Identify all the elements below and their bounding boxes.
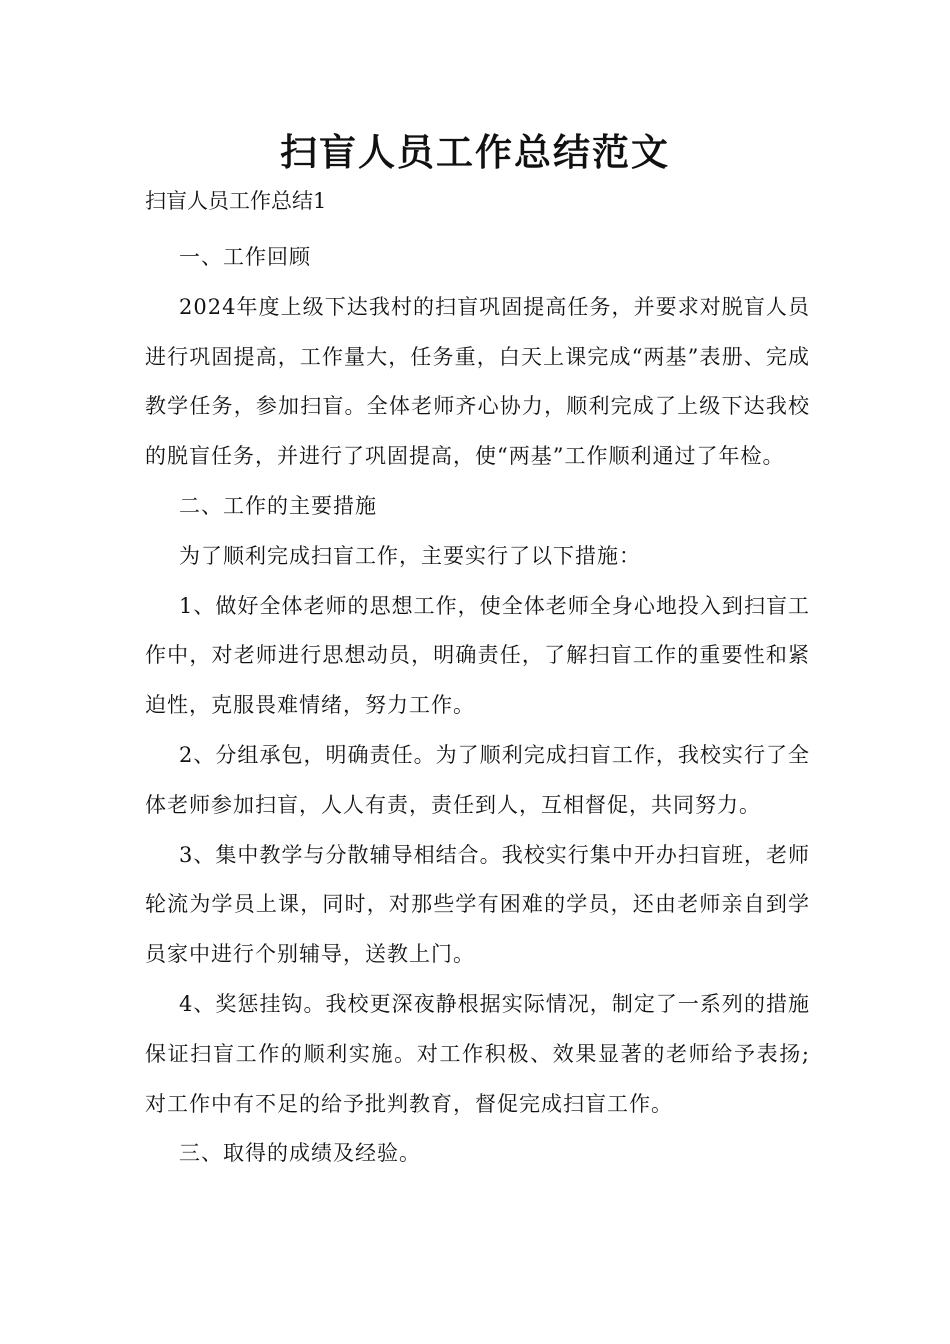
paragraph-measure-1: 1、做好全体老师的思想工作，使全体老师全身心地投入到扫盲工作中，对老师进行思想动员，明确责任，了解扫盲工作的重要性和紧迫性，克服畏难情绪，努力工作。 xyxy=(145,593,810,718)
paragraph-measures-intro: 为了顺利完成扫盲工作，主要实行了以下措施： xyxy=(179,543,641,568)
paragraph-measure-4: 4、奖惩挂钩。我校更深夜静根据实际情况，制定了一系列的措施保证扫盲工作的顺利实施。对工作积极、效果显著的老师给予表扬;对工作中有不足的给予批判教育，督促完成扫盲工作。 xyxy=(145,991,810,1116)
paragraph-review: 2024年度上级下达我村的扫盲巩固提高任务，并要求对脱盲人员进行巩固提高，工作量大，任务重，白天上课完成“两基”表册、完成教学任务，参加扫盲。全体老师齐心协力，顺利完成了上级下达我校的脱盲任务，并进行了巩固提高，使“两基”工作顺利通过了年检。 xyxy=(145,294,810,469)
document-body xyxy=(145,233,810,1179)
section-heading-results: 三、取得的成绩及经验。 xyxy=(179,1141,421,1166)
section-heading-measures: 二、工作的主要措施 xyxy=(179,493,377,518)
document-subtitle: 扫盲人员工作总结1 xyxy=(145,189,327,213)
paragraph-measure-2: 2、分组承包，明确责任。为了顺利完成扫盲工作，我校实行了全体老师参加扫盲，人人有责，责任到人，互相督促，共同努力。 xyxy=(145,742,810,817)
document-title: 扫盲人员工作总结范文 xyxy=(280,131,670,174)
section-heading-review: 一、工作回顾 xyxy=(179,245,311,269)
paragraph-measure-3: 3、集中教学与分散辅导相结合。我校实行集中开办扫盲班，老师轮流为学员上课，同时，对那些学有困难的学员，还由老师亲自到学员家中进行个别辅导，送教上门。 xyxy=(145,842,810,967)
